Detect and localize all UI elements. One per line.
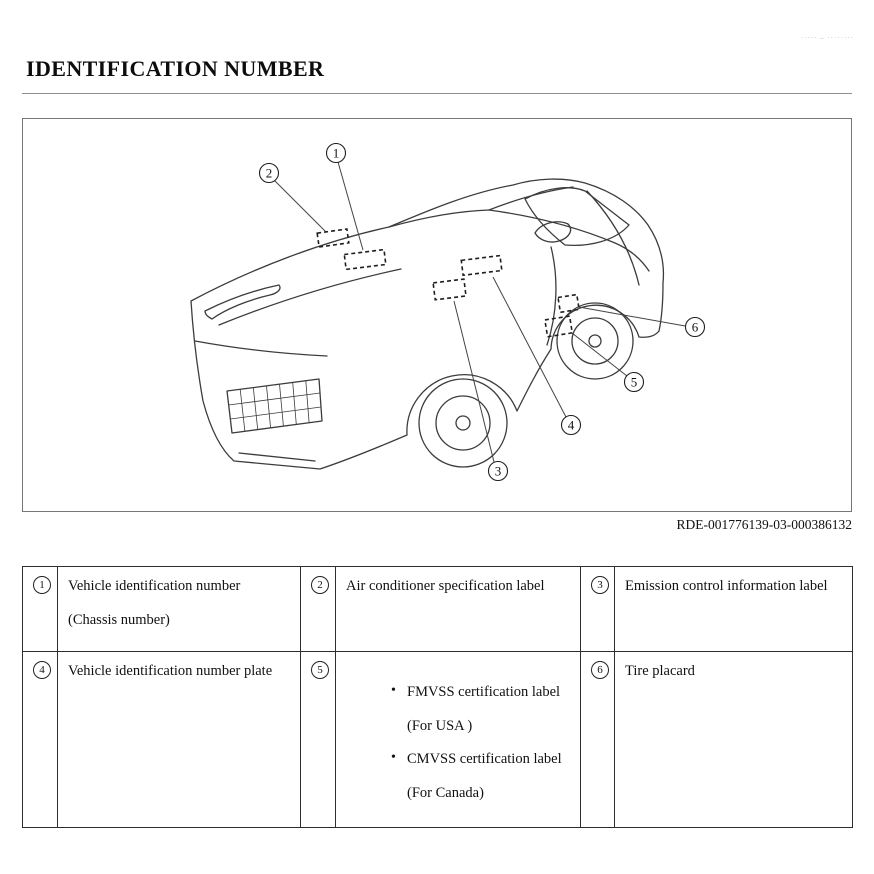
desc-line: Emission control information label <box>625 578 828 594</box>
callout-marker-4 <box>562 416 581 435</box>
table-desc-vin-plate <box>58 651 301 827</box>
circled-number-4: 4 <box>33 661 51 679</box>
car-line-art <box>191 179 663 469</box>
svg-text:5: 5 <box>630 374 638 390</box>
label-location-box-5 <box>545 316 572 337</box>
table-num-2 <box>301 567 336 652</box>
identification-figure <box>22 118 852 512</box>
callout-marker-5 <box>625 373 644 392</box>
identification-table <box>22 566 853 828</box>
table-desc-ac-label <box>336 567 581 652</box>
circled-number-2: 2 <box>311 576 329 594</box>
desc-line: Tire placard <box>625 662 695 679</box>
svg-text:1: 1 <box>332 145 340 161</box>
table-num-4 <box>23 651 58 827</box>
table-desc-certification-labels <box>336 651 581 827</box>
svg-text:3: 3 <box>494 463 502 479</box>
title-divider <box>22 93 852 94</box>
table-desc-emission-label <box>615 567 853 652</box>
circled-number-6: 6 <box>591 661 609 679</box>
svg-text:4: 4 <box>567 417 575 433</box>
desc-line: Vehicle identification number <box>68 578 241 594</box>
desc-line: • CMVSS certification label <box>407 751 562 768</box>
callout-marker-1 <box>327 144 346 163</box>
desc-line: Air conditioner specification label <box>346 578 545 594</box>
table-num-5 <box>301 651 336 827</box>
label-location-box-3 <box>433 279 466 300</box>
car-diagram <box>23 119 851 511</box>
callout-marker-2 <box>260 164 279 183</box>
figure-reference-code: RDE-001776139-03-000386132 <box>676 517 852 532</box>
list-item <box>390 683 572 736</box>
list-item <box>390 750 572 803</box>
table-desc-tire-placard <box>615 651 853 827</box>
page-corner-mark: ····· – ········ <box>800 34 854 42</box>
circled-number-5: 5 <box>311 661 329 679</box>
page-title: IDENTIFICATION NUMBER <box>26 56 325 81</box>
table-num-6 <box>581 651 615 827</box>
desc-line: (For Canada) <box>407 785 484 802</box>
label-location-box-6 <box>558 295 579 313</box>
label-location-box-1 <box>344 250 386 270</box>
desc-line: (For USA ) <box>407 717 473 734</box>
svg-text:2: 2 <box>265 165 273 181</box>
table-num-1 <box>23 567 58 652</box>
circled-number-3: 3 <box>591 576 609 594</box>
label-location-boxes <box>317 229 579 337</box>
callout-marker-3 <box>489 462 508 481</box>
callout-leader-lines <box>274 162 685 462</box>
callout-markers <box>260 144 705 481</box>
table-num-3 <box>581 567 615 652</box>
circled-number-1: 1 <box>33 576 51 594</box>
svg-text:6: 6 <box>691 319 699 335</box>
desc-line: • FMVSS certification label <box>407 683 561 700</box>
certification-label-list <box>390 683 572 803</box>
desc-line: (Chassis number) <box>68 611 170 628</box>
label-location-box-4 <box>461 256 502 276</box>
table-desc-vin <box>58 567 301 652</box>
callout-marker-6 <box>686 318 705 337</box>
desc-line: Vehicle identification number plate <box>68 662 273 679</box>
